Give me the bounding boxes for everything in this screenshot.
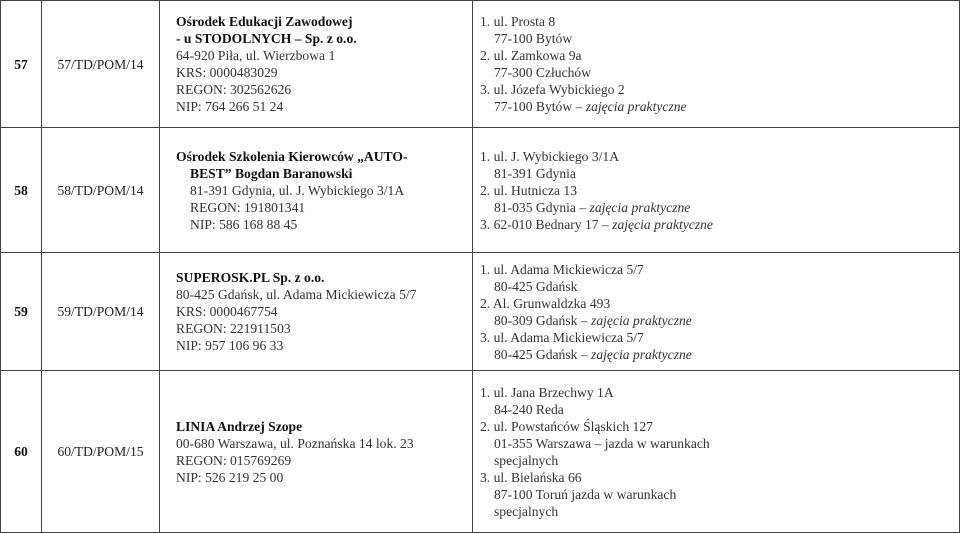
location-note: – zajęcia praktyczne — [580, 346, 692, 362]
location-address: 1. ul. J. Wybickiego 3/1A — [480, 148, 620, 164]
row-number: 59 — [1, 253, 42, 371]
location-note: – zajęcia praktyczne — [579, 199, 691, 215]
location-address: 2. Al. Grunwaldzka 493 — [480, 295, 611, 311]
location-address: 1. ul. Prosta 8 — [480, 14, 556, 29]
location-city-line — [480, 312, 959, 329]
location-address: 3. ul. Adama Mickiewicza 5/7 — [480, 329, 644, 345]
org-name-line: Ośrodek Edukacji Zawodowej — [176, 14, 353, 29]
org-regon: REGON: 015769269 — [176, 452, 292, 468]
location-city: 84-240 Reda — [494, 401, 564, 417]
org-name-line: SUPEROSK.PL Sp. z o.o. — [176, 270, 325, 285]
org-name-line: Ośrodek Szkolenia Kierowców „AUTO- — [176, 148, 408, 164]
org-name-line: LINIA Andrzej Szope — [176, 418, 303, 434]
location-city: 81-391 Gdynia — [494, 165, 576, 181]
location-address: 1. ul. Jana Brzechwy 1A — [480, 384, 614, 400]
organization-cell — [160, 128, 473, 253]
location-city-line — [480, 346, 959, 363]
location-city: 77-100 Bytów — [494, 99, 573, 114]
location-city-cont: specjalnych — [494, 503, 559, 519]
table-row — [1, 128, 960, 253]
location-city: 87-100 Toruń jazda w warunkach — [494, 486, 677, 502]
org-nip: NIP: 764 266 51 24 — [176, 99, 284, 114]
location-city: 81-035 Gdynia — [494, 199, 576, 215]
location-city: 80-309 Gdańsk — [494, 312, 578, 328]
organization-cell — [160, 371, 473, 533]
row-number: 58 — [1, 128, 42, 253]
org-nip: NIP: 957 106 96 33 — [176, 338, 284, 353]
registration-number: 59/TD/POM/14 — [42, 253, 160, 371]
organization-cell — [160, 253, 473, 371]
row-number: 60 — [1, 371, 42, 533]
location-city: 80-425 Gdańsk — [494, 346, 578, 362]
org-name-line: - u STODOLNYCH – Sp. z o.o. — [176, 31, 357, 46]
table-row — [1, 371, 960, 533]
registration-number: 57/TD/POM/14 — [42, 1, 160, 128]
location-note: – zajęcia praktyczne — [601, 216, 713, 232]
org-address: 81-391 Gdynia, ul. J. Wybickiego 3/1A — [190, 182, 405, 198]
location-city: 80-425 Gdańsk — [494, 278, 578, 294]
location-address: 2. ul. Zamkowa 9a — [480, 48, 582, 63]
location-city: 77-300 Człuchów — [494, 65, 592, 80]
location-address: 1. ul. Adama Mickiewicza 5/7 — [480, 261, 644, 277]
location-address: 2. ul. Hutnicza 13 — [480, 182, 578, 198]
location-city-line — [480, 199, 959, 216]
location-city: 01-355 Warszawa – jazda w warunkach — [494, 435, 710, 451]
location-note: – zajęcia praktyczne — [580, 312, 692, 328]
locations-cell — [473, 128, 960, 253]
location-note: – zajęcia praktyczne — [575, 99, 687, 114]
location-city: 77-100 Bytów — [494, 31, 573, 46]
org-nip: NIP: 526 219 25 00 — [176, 469, 284, 485]
locations-cell — [473, 371, 960, 533]
org-krs: KRS: 0000467754 — [176, 304, 278, 319]
org-address: 00-680 Warszawa, ul. Poznańska 14 lok. 23 — [176, 435, 414, 451]
locations-cell — [473, 1, 960, 128]
location-city-line — [480, 98, 959, 115]
location-city-line — [480, 216, 959, 233]
location-address: 2. ul. Powstańców Śląskich 127 — [480, 418, 653, 434]
location-address: 3. ul. Bielańska 66 — [480, 469, 582, 485]
org-address: 80-425 Gdańsk, ul. Adama Mickiewicza 5/7 — [176, 287, 417, 302]
row-number: 57 — [1, 1, 42, 128]
location-address: 3. ul. Józefa Wybickiego 2 — [480, 82, 625, 97]
org-regon: REGON: 191801341 — [190, 199, 306, 215]
location-address: 3. 62-010 Bednary 17 — [480, 216, 599, 232]
org-name-line: BEST” Bogdan Baranowski — [190, 165, 353, 181]
registration-number: 58/TD/POM/14 — [42, 128, 160, 253]
table-row — [1, 253, 960, 371]
org-regon: REGON: 221911503 — [176, 321, 291, 336]
org-address: 64-920 Piła, ul. Wierzbowa 1 — [176, 48, 336, 63]
org-nip: NIP: 586 168 88 45 — [190, 216, 298, 232]
org-krs: KRS: 0000483029 — [176, 65, 278, 80]
location-city-cont: specjalnych — [494, 452, 559, 468]
registration-number: 60/TD/POM/15 — [42, 371, 160, 533]
table-row — [1, 1, 960, 128]
organization-cell — [160, 1, 473, 128]
org-regon: REGON: 302562626 — [176, 82, 292, 97]
locations-cell — [473, 253, 960, 371]
